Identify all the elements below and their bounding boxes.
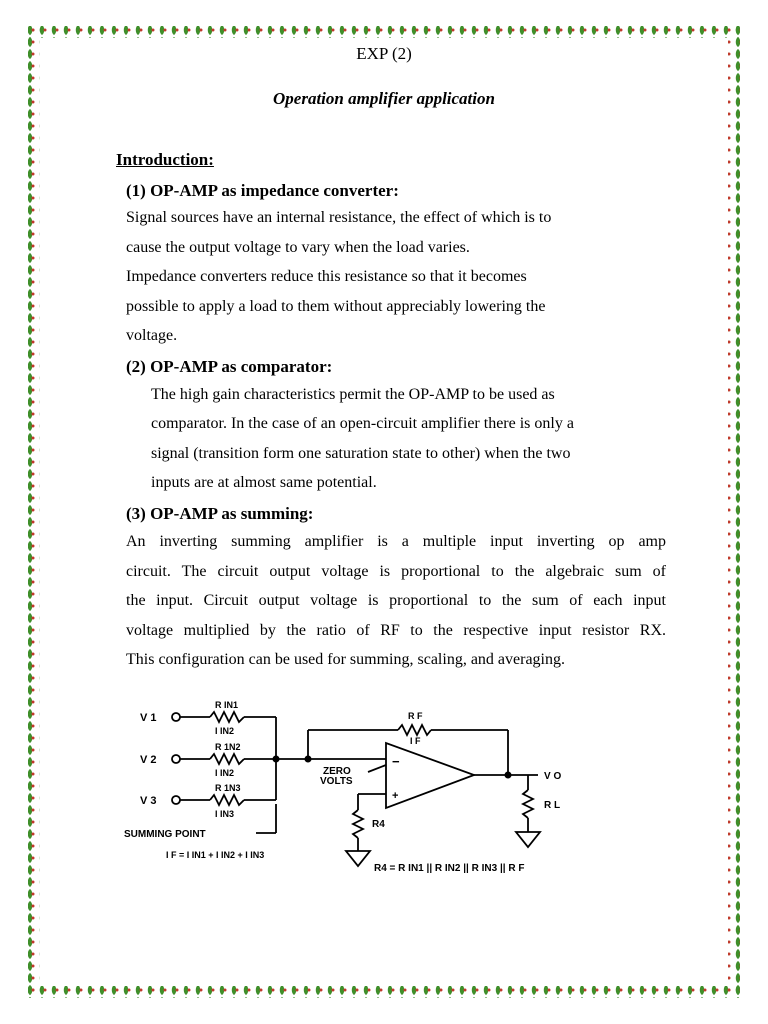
junction-dot — [305, 756, 312, 763]
section-2-line: inputs are at almost same potential. — [151, 474, 377, 491]
junction-dot — [505, 772, 512, 779]
summing-amplifier-circuit-diagram — [118, 686, 598, 886]
introduction-heading: Introduction: — [116, 150, 214, 169]
section-2-line: The high gain characteristics permit the OP-AMP to be used as — [151, 386, 555, 403]
section-1-line: cause the output voltage to vary when the load varies. — [126, 239, 470, 256]
output-label: V O — [544, 771, 562, 782]
input-v3-label: V 3 — [140, 795, 157, 807]
current-equation: I F = I IN1 + I IN2 + I IN3 — [166, 850, 265, 860]
load-resistor-label: R L — [544, 800, 561, 811]
section-3-line: This configuration can be used for summing, scaling, and averaging. — [126, 651, 565, 668]
section-1-line: Signal sources have an internal resistance, the effect of which is to — [126, 209, 552, 226]
section-3-heading: (3) OP-AMP as summing: — [126, 504, 314, 523]
section-1-line: Impedance converters reduce this resistance so that it becomes — [126, 268, 527, 285]
current-label: I IN3 — [215, 809, 235, 819]
input-v1-label: V 1 — [140, 712, 157, 724]
section-1-heading: (1) OP-AMP as impedance converter: — [126, 181, 399, 200]
r4-equation: R4 = R IN1 || R IN2 || R IN3 || R F — [374, 863, 525, 874]
section-2-line: signal (transition form one saturation state to other) when the two — [151, 445, 571, 462]
r4-label: R4 — [372, 819, 385, 830]
non-inverting-input-sign: + — [392, 790, 399, 802]
resistor-label: R 1N3 — [215, 783, 241, 793]
section-3-line: circuit. The circuit output voltage is proportional to the algebraic sum of — [126, 563, 666, 580]
junction-dot — [273, 756, 280, 763]
zero-volts-label: ZERO — [323, 766, 351, 777]
section-2-heading: (2) OP-AMP as comparator: — [126, 357, 333, 376]
zero-volts-label: VOLTS — [320, 776, 353, 787]
section-3-line: the input. Circuit output voltage is proportional to the sum of each input — [126, 592, 666, 609]
input-v2-label: V 2 — [140, 754, 157, 766]
current-label: I IN2 — [215, 726, 235, 736]
section-2-line: comparator. In the case of an open-circuit amplifier there is only a — [151, 415, 574, 432]
document-subtitle: Operation amplifier application — [273, 89, 495, 108]
section-1-line: possible to apply a load to them without appreciably lowering the — [126, 298, 546, 315]
summing-point-label: SUMMING POINT — [124, 829, 206, 840]
section-1-line: voltage. — [126, 327, 178, 344]
experiment-title: EXP (2) — [356, 44, 412, 63]
resistor-label: R 1N2 — [215, 742, 241, 752]
feedback-current-label: I F — [410, 736, 421, 746]
section-3-line: voltage multiplied by the ratio of RF to the respective input resistor RX. — [126, 622, 666, 639]
feedback-resistor-label: R F — [408, 711, 423, 721]
resistor-label: R IN1 — [215, 700, 239, 710]
current-label: I IN2 — [215, 768, 235, 778]
inverting-input-sign: − — [392, 754, 400, 769]
section-3-line: An inverting summing amplifier is a multiple input inverting op amp — [126, 533, 666, 550]
